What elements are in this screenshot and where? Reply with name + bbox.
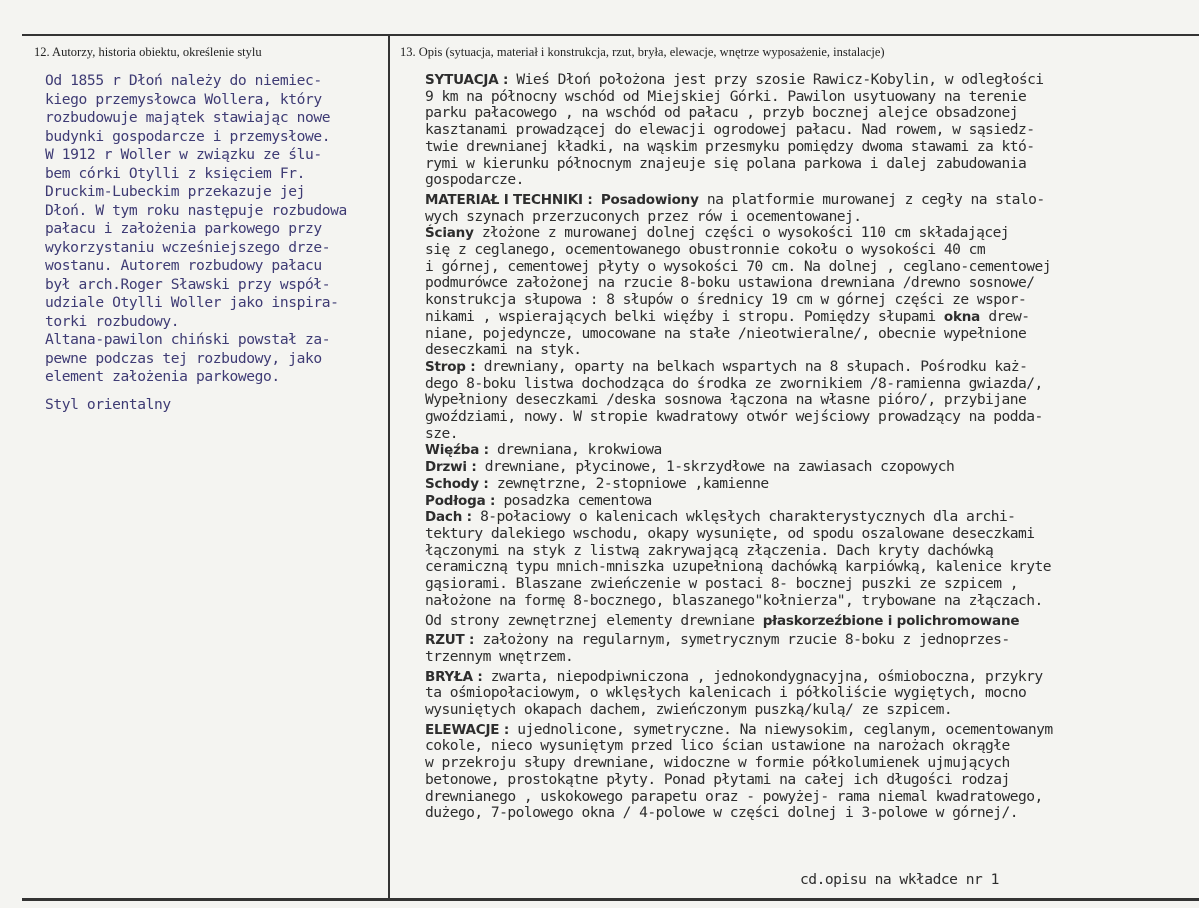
text-line: deseczkami na styk. bbox=[425, 341, 582, 359]
section-schody bbox=[425, 476, 1195, 493]
history-line: bem córki Otylli z księciem Fr. bbox=[45, 164, 305, 182]
text-line: wych szynach przerzuconych przez rów i ocementowanej. bbox=[425, 207, 862, 225]
history-line: kiego przemysłowca Wollera, który bbox=[45, 90, 322, 108]
history-line: pałacu i założenia parkowego przy bbox=[45, 220, 322, 237]
bryla-label: BRYŁA : bbox=[425, 668, 483, 685]
text-line: gąsiorami. Blaszane zwieńczenie w postaci 8- bocznej puszki ze szpicem , bbox=[425, 575, 1019, 593]
text-line: twie drewnianej kładki, na wąskim przesmyku pomiędzy dwoma stawami za któ- bbox=[425, 137, 1035, 155]
dach-label: Dach : bbox=[425, 509, 472, 526]
text-line: drewniana, krokwiowa bbox=[488, 441, 662, 459]
section-strop bbox=[425, 359, 1195, 443]
text-line: cokole, nieco wysuniętym przed lico ścian ustawione na narożach okrągłe bbox=[425, 737, 1010, 755]
history-line: Dłoń. W tym roku następuje rozbudowa bbox=[45, 201, 347, 219]
text-line: Wypełniony deseczkami /deska sosnowa łączona na własne pióro/, przybijane bbox=[425, 391, 1027, 409]
text-line: betonowe, prostokątne płyty. Ponad płytami na całej ich długości rodzaj bbox=[425, 770, 1010, 788]
history-line: był arch.Roger Sławski przy współ- bbox=[45, 275, 331, 293]
text-line: dużego, 7-polowego okna / 4-polowe w części dolnej i 3-polowe w górnej/. bbox=[425, 804, 1019, 822]
rzut-label: RZUT : bbox=[425, 632, 475, 649]
text-line: łączonymi na styk z listwą zakrywającą złączenia. Dach kryty dachówką bbox=[425, 541, 994, 559]
history-line: udziale Otylli Woller jako inspira- bbox=[45, 294, 339, 311]
text-line: gwoździami, nowy. W stropie kwadratowy otwór wejściowy prowadzący na podda- bbox=[425, 408, 1043, 426]
text-line: na platformie murowanej z cegły na stalo- bbox=[698, 190, 1045, 208]
text-line: zwarta, niepodpiwniczona , jednokondygnacyjna, ośmioboczna, przykry bbox=[482, 667, 1043, 685]
strop-label: Strop : bbox=[425, 358, 476, 375]
drzwi-label: Drzwi : bbox=[425, 459, 477, 476]
schody-label: Schody : bbox=[425, 475, 489, 492]
text-line: i górnej, cementowej płyty o wysokości 70 cm. Na dolnej , ceglano-cementowej bbox=[425, 257, 1051, 275]
section-sciany bbox=[425, 225, 1195, 359]
text-line: drewniane, płycinowe, 1-skrzydłowe na zawiasach czopowych bbox=[476, 458, 955, 476]
history-line: torki rozbudowy. bbox=[45, 312, 180, 330]
text-line: Od strony zewnętrznej elementy drewniane bbox=[425, 611, 763, 629]
section-exterior-elements bbox=[425, 613, 1195, 630]
history-line: W 1912 r Woller w związku ze ślu- bbox=[45, 146, 322, 163]
history-line: Od 1855 r Dłoń należy do niemiec- bbox=[45, 72, 322, 89]
history-line: pewne podczas tej rozbudowy, jako bbox=[45, 349, 322, 367]
sciany-label: Ściany bbox=[425, 225, 474, 242]
history-line: element założenia parkowego. bbox=[45, 368, 280, 385]
text-line: konstrukcja słupowa : 8 słupów o średnicy 19 cm w górnej części ze wspor- bbox=[425, 291, 1027, 309]
section-dach bbox=[425, 509, 1195, 609]
text-line: 9 km na północny wschód od Miejskiej Górki. Pawilon usytuowany na terenie bbox=[425, 87, 1027, 105]
text-line: drewniany, oparty na belkach wspartych na 8 słupach. Pośrodku każ- bbox=[475, 357, 1028, 375]
text-line: nikami , wspierających belki więźby i stropu. Pomiędzy słupami bbox=[425, 307, 944, 325]
authors-history-column bbox=[45, 72, 390, 414]
text-line: założony na regularnym, symetrycznym rzucie 8-boku z jednoprzes- bbox=[474, 631, 1010, 649]
text-line: drew- bbox=[980, 307, 1030, 325]
section-rzut bbox=[425, 632, 1195, 665]
history-line: Druckim-Lubeckim przekazuje jej bbox=[45, 183, 305, 200]
history-line: wostanu. Autorem rozbudowy pałacu bbox=[45, 257, 322, 274]
material-label: MATERIAŁ I TECHNIKI : bbox=[425, 191, 593, 208]
text-line: ceramiczną typu mnich-mniszka uzupełnioną dachówką karpiówką, kalenice kryte bbox=[425, 558, 1051, 576]
text-line: rymi w kierunku północnym znajeuje się polana parkowa i dalej zabudowania bbox=[425, 154, 1027, 172]
text-line: podmurówce założonej na rzucie 8-boku ustawiona drewniana /drewno sosnowe/ bbox=[425, 274, 1035, 292]
section-13-header: 13. Opis (sytuacja, materiał i konstrukcja, rzut, bryła, elewacje, wnętrze wyposażenie, instalacje) bbox=[400, 45, 885, 59]
text-line: gospodarcze. bbox=[425, 171, 524, 189]
section-sytuacja bbox=[425, 72, 1195, 189]
section-bryla bbox=[425, 669, 1195, 719]
text-line: wysuniętych okapach dachem, zwieńczonym puszką/kulą/ ze szpicem. bbox=[425, 701, 953, 719]
bottom-rule bbox=[22, 898, 1199, 901]
text-line: się z ceglanego, ocementowanego obustronnie cokołu o wysokości 40 cm bbox=[425, 241, 986, 259]
top-rule bbox=[22, 34, 1199, 36]
section-material bbox=[425, 192, 1195, 225]
text-line: niane, pojedyncze, umocowane na stałe /nieotwieralne/, obecnie wypełnione bbox=[425, 324, 1027, 342]
section-12-header: 12. Autorzy, historia obiektu, określenie stylu bbox=[34, 45, 262, 59]
history-line: wykorzystaniu wcześniejszego drze- bbox=[45, 238, 331, 256]
text-line: posadzka cementowa bbox=[495, 491, 652, 509]
text-line: nałożone na formę 8-bocznego, blaszanego"kołnierza", trybowane na złączach. bbox=[425, 591, 1043, 609]
elewacje-label: ELEWACJE : bbox=[425, 721, 510, 738]
history-text bbox=[45, 72, 390, 387]
text-line: zewnętrzne, 2-stopniowe ,kamienne bbox=[488, 474, 769, 492]
text-line: złożone z murowanej dolnej części o wysokości 110 cm składającej bbox=[473, 224, 1010, 242]
style-note: Styl orientalny bbox=[45, 395, 171, 413]
wiezba-label: Więźba : bbox=[425, 442, 489, 459]
text-line: w przekroju słupy drewniane, widoczne w formie półkolumienek ujmujących bbox=[425, 754, 1010, 772]
description-column bbox=[425, 72, 1195, 822]
text-line: kasztanami prowadzącej do elewacji ogrodowej pałacu. Nad rowem, w sąsiedz- bbox=[425, 121, 1035, 139]
podloga-label: Podłoga : bbox=[425, 492, 496, 509]
okna-label: okna bbox=[943, 308, 981, 325]
text-line: trzennym wnętrzem. bbox=[425, 647, 574, 665]
sytuacja-label: SYTUACJA : bbox=[425, 72, 509, 88]
section-podloga bbox=[425, 493, 1195, 510]
text-line: tektury dalekiego wschodu, okapy wysunięte, od spodu oszalowane deseczkami bbox=[425, 524, 1035, 542]
continuation-note: cd.opisu na wkładce nr 1 bbox=[800, 871, 999, 888]
text-line: ta ośmiopołaciowym, o wklęsłych kalenicach i półkoliście wygiętych, mocno bbox=[425, 684, 1027, 702]
history-line: Altana-pawilon chiński powstał za- bbox=[45, 331, 331, 348]
section-drzwi bbox=[425, 459, 1195, 476]
text-line: dego 8-boku listwa dochodząca do środka ze zwornikiem /8-ramienna gwiazda/, bbox=[425, 374, 1043, 392]
text-line: Wieś Dłoń położona jest przy szosie Rawicz-Kobylin, w odległości bbox=[508, 71, 1044, 88]
section-elewacje bbox=[425, 722, 1195, 822]
text-line: drewnianego , uskokowego parapetu oraz - powyżej- rama niemal kwadratowego, bbox=[425, 787, 1043, 805]
posadowiony-label: Posadowiony bbox=[600, 191, 699, 208]
history-line: budynki gospodarcze i przemysłowe. bbox=[45, 127, 331, 145]
polychrome-label: płaskorzeźbione i polichromowane bbox=[762, 612, 1020, 629]
text-line: 8-połaciowy o kalenicach wklęsłych charakterystycznych dla archi- bbox=[471, 508, 1016, 526]
text-line: ujednolicone, symetryczne. Na niewysokim, ceglanym, ocementowanym bbox=[509, 720, 1053, 738]
text-line: parku pałacowego , na wschód od pałacu , przyb bocznej alejce obsadzonej bbox=[425, 104, 1019, 122]
text-line: sze. bbox=[425, 424, 458, 442]
history-line: rozbudowuje majątek stawiając nowe bbox=[45, 109, 331, 126]
section-wiezba bbox=[425, 442, 1195, 459]
